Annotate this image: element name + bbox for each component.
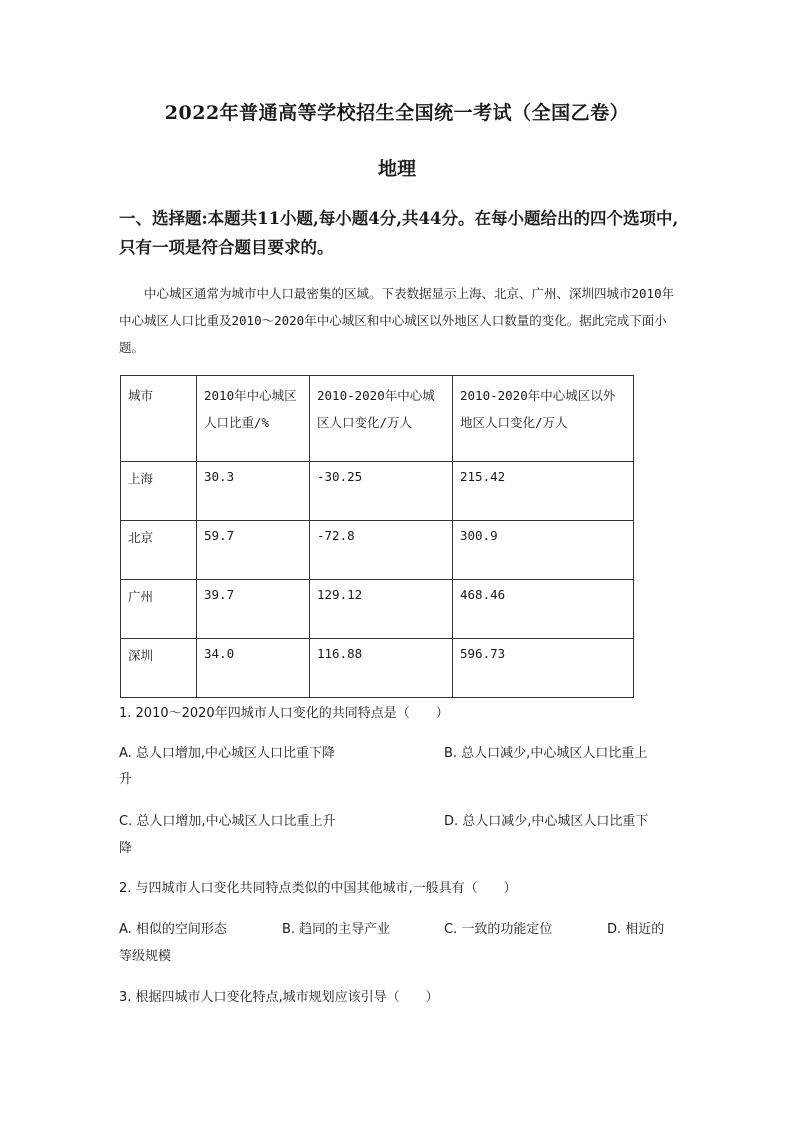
cell-city: 广州 xyxy=(121,580,197,639)
cell-center: -72.8 xyxy=(310,521,453,580)
question-1-option-b-continued: 升 xyxy=(119,772,133,787)
header-center-change: 2010-2020年中心城区人口变化/万人 xyxy=(310,376,453,462)
table-row xyxy=(121,521,634,580)
cell-share: 30.3 xyxy=(197,462,310,521)
cell-share: 59.7 xyxy=(197,521,310,580)
cell-center: -30.25 xyxy=(310,462,453,521)
cell-share: 34.0 xyxy=(197,639,310,698)
table-header-row xyxy=(121,376,634,462)
cell-city: 北京 xyxy=(121,521,197,580)
cell-outer: 300.9 xyxy=(453,521,634,580)
question-1-option-a[interactable]: A. 总人口增加,中心城区人口比重下降 xyxy=(119,746,336,761)
cell-outer: 596.73 xyxy=(453,639,634,698)
table-row xyxy=(121,580,634,639)
cell-city: 上海 xyxy=(121,462,197,521)
question-1-stem: 1. 2010～2020年四城市人口变化的共同特点是（ ） xyxy=(119,706,449,721)
question-2-option-d[interactable]: D. 相近的 xyxy=(607,922,665,937)
question-2-option-c[interactable]: C. 一致的功能定位 xyxy=(444,922,553,937)
section-heading: 一、选择题:本题共11小题,每小题4分,共44分。在每小题给出的四个选项中,只有一项是符合题目要求的。 xyxy=(119,209,679,257)
question-1-option-b[interactable]: B. 总人口减少,中心城区人口比重上 xyxy=(444,746,648,761)
cell-share: 39.7 xyxy=(197,580,310,639)
table-row xyxy=(121,462,634,521)
table-row xyxy=(121,639,634,698)
question-2-option-a[interactable]: A. 相似的空间形态 xyxy=(119,922,227,937)
cell-center: 116.88 xyxy=(310,639,453,698)
cell-city: 深圳 xyxy=(121,639,197,698)
question-2-option-d-continued: 等级规模 xyxy=(119,949,172,964)
cell-outer: 215.42 xyxy=(453,462,634,521)
header-share-2010: 2010年中心城区人口比重/% xyxy=(197,376,310,462)
question-1-option-d-continued: 降 xyxy=(119,841,133,856)
cell-center: 129.12 xyxy=(310,580,453,639)
cell-outer: 468.46 xyxy=(453,580,634,639)
header-city: 城市 xyxy=(121,376,197,462)
question-2-option-b[interactable]: B. 趋同的主导产业 xyxy=(282,922,391,937)
question-2-stem: 2. 与四城市人口变化共同特点类似的中国其他城市,一般具有（ ） xyxy=(119,881,517,896)
header-outer-change: 2010-2020年中心城区以外地区人口变化/万人 xyxy=(453,376,634,462)
question-3-stem: 3. 根据四城市人口变化特点,城市规划应该引导（ ） xyxy=(119,990,439,1005)
question-1-option-c[interactable]: C. 总人口增加,中心城区人口比重上升 xyxy=(119,814,336,829)
exam-title: 2022年普通高等学校招生全国统一考试（全国乙卷） xyxy=(164,102,630,124)
subject-heading: 地理 xyxy=(377,158,416,180)
intro-paragraph: 中心城区通常为城市中人口最密集的区域。下表数据显示上海、北京、广州、深圳四城市2010年中心城区人口比重及2010～2020年中心城区和中心城区以外地区人口数量的变化。据此完成下面小题。 xyxy=(119,286,675,355)
population-table xyxy=(120,375,634,698)
question-1-option-d[interactable]: D. 总人口减少,中心城区人口比重下 xyxy=(444,814,649,829)
